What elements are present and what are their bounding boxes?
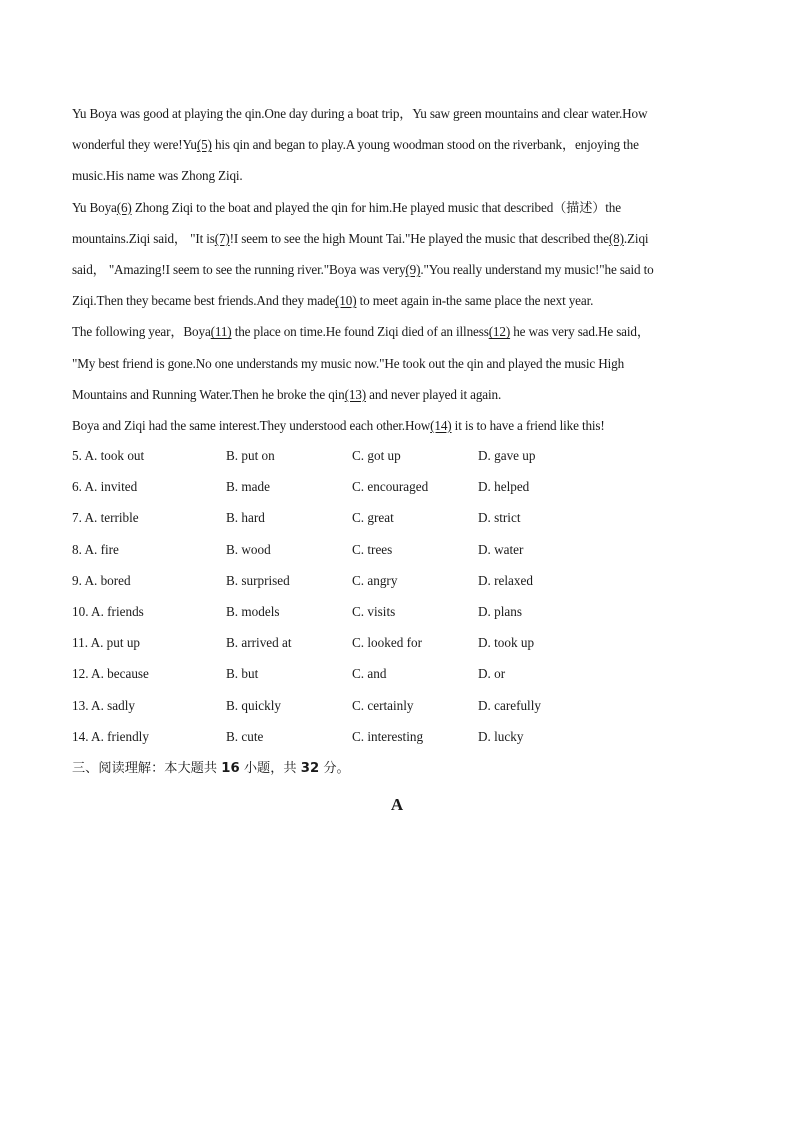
option-c: C. encouraged	[352, 479, 429, 495]
option-b: B. arrived at	[226, 635, 292, 651]
passage-text: Yu Boya was good at playing the qin.One day during a boat trip，Yu saw green mountains and clear water.How	[72, 106, 648, 121]
option-a: 5. A. took out	[72, 448, 145, 463]
cloze-blank: (6)	[116, 199, 132, 215]
option-c: C. interesting	[352, 728, 424, 744]
passage-text: it is to have a friend like this!	[451, 417, 605, 433]
cloze-passage	[72, 98, 724, 441]
option-c: C. visits	[352, 603, 396, 619]
option-d: D. strict	[478, 510, 521, 526]
option-d: D. or	[478, 666, 506, 682]
question-row	[72, 471, 724, 502]
option-c: C. looked for	[352, 635, 422, 651]
passage-line	[72, 98, 724, 129]
option-d: D. carefully	[478, 697, 541, 713]
option-b: B. cute	[226, 728, 264, 744]
cloze-blank: (14)	[430, 417, 452, 433]
passage-text: Yu Boya	[72, 199, 117, 215]
option-b: B. but	[226, 666, 259, 682]
option-a: 7. A. terrible	[72, 510, 139, 526]
passage-text: Mountains and Running Water.Then he broke the qin	[72, 386, 345, 402]
option-d: D. lucky	[478, 728, 524, 744]
cloze-blank: (7)	[214, 230, 230, 246]
passage-line	[72, 129, 724, 160]
passage-text: he was very sad.He said，	[510, 324, 650, 340]
question-row	[72, 565, 724, 596]
option-b: B. hard	[226, 510, 265, 526]
passage-line	[72, 316, 724, 347]
question-row	[72, 534, 724, 565]
option-c: C. angry	[352, 572, 398, 588]
passage-line	[72, 285, 724, 316]
option-b: B. made	[226, 479, 270, 495]
option-d: D. relaxed	[478, 572, 533, 588]
option-d: D. took up	[478, 635, 535, 651]
passage-text: .Ziqi	[623, 230, 649, 246]
passage-text: said， "Amazing!I seem to see the running river."Boya was very	[72, 261, 406, 277]
question-row	[72, 721, 724, 752]
passage-text: Boya and Ziqi had the same interest.They understood each other.How	[72, 417, 431, 433]
option-c: C. certainly	[352, 697, 414, 713]
option-c: C. and	[352, 666, 387, 682]
option-a: 14. A. friendly	[72, 728, 149, 744]
option-b: B. surprised	[226, 572, 290, 588]
passage-line	[72, 223, 724, 254]
option-a: 10. A. friends	[72, 603, 144, 619]
option-c: C. trees	[352, 541, 393, 557]
question-row	[72, 440, 724, 471]
cloze-blank: (11)	[210, 324, 232, 340]
passage-line	[72, 410, 724, 441]
passage-text: mountains.Ziqi said， "It is	[72, 230, 215, 246]
option-a: 11. A. put up	[72, 635, 141, 651]
option-b: B. put on	[226, 448, 275, 463]
passage-subheading: A	[390, 795, 404, 814]
option-d: D. helped	[478, 479, 530, 495]
question-row	[72, 627, 724, 658]
passage-text: the place on time.He found Ziqi died of an illness	[231, 324, 489, 340]
option-d: D. gave up	[478, 448, 536, 463]
option-a: 8. A. fire	[72, 541, 119, 557]
question-row	[72, 502, 724, 533]
passage-line	[72, 160, 724, 191]
question-row	[72, 596, 724, 627]
section-suffix: 分。	[319, 761, 350, 776]
passage-line	[72, 348, 724, 379]
option-a: 6. A. invited	[72, 479, 138, 495]
option-c: C. great	[352, 510, 394, 526]
question-row	[72, 658, 724, 689]
passage-text: ."You really understand my music!"he said to	[420, 261, 654, 277]
option-a: 13. A. sadly	[72, 697, 136, 713]
section-middle: 小题，共	[239, 761, 301, 776]
cloze-blank: (9)	[405, 261, 421, 277]
option-b: B. wood	[226, 541, 271, 557]
option-d: D. water	[478, 541, 524, 557]
passage-line	[72, 379, 724, 410]
passage-text: and never played it again.	[366, 386, 502, 402]
option-a: 12. A. because	[72, 666, 149, 682]
passage-text: The following year，Boya	[72, 324, 211, 340]
passage-text: music.His name was Zhong Ziqi.	[72, 168, 243, 184]
section-heading	[72, 753, 350, 784]
cloze-blank: (13)	[344, 386, 367, 402]
passage-text: Zhong Ziqi to the boat and played the qin for him.He played music that described（描述）the	[131, 199, 621, 215]
cloze-blank: (5)	[196, 137, 212, 153]
option-b: B. quickly	[226, 697, 281, 713]
question-row	[72, 690, 724, 721]
cloze-blank: (12)	[488, 324, 511, 340]
option-a: 9. A. bored	[72, 572, 131, 588]
cloze-blank: (10)	[335, 293, 357, 309]
passage-text: Ziqi.Then they became best friends.And they made	[72, 293, 336, 309]
passage-text: "My best friend is gone.No one understands my music now."He took out the qin and played the music High	[72, 355, 625, 371]
question-count: 16	[221, 761, 240, 776]
passage-line	[72, 192, 724, 223]
section-prefix: 三、阅读理解：本大题共	[72, 761, 222, 776]
option-d: D. plans	[478, 603, 522, 619]
passage-text: his qin and began to play.A young woodman stood on the riverbank，enjoying the	[211, 137, 639, 153]
total-points: 32	[300, 761, 320, 776]
option-b: B. models	[226, 603, 280, 619]
passage-text: !I seem to see the high Mount Tai."He played the music that described the	[229, 230, 609, 246]
option-c: C. got up	[352, 448, 401, 463]
passage-line	[72, 254, 724, 285]
cloze-blank: (8)	[608, 230, 624, 246]
answer-options	[72, 440, 724, 752]
passage-text: wonderful they were!Yu	[72, 137, 197, 153]
passage-text: to meet again in-the same place the next year.	[356, 293, 594, 309]
